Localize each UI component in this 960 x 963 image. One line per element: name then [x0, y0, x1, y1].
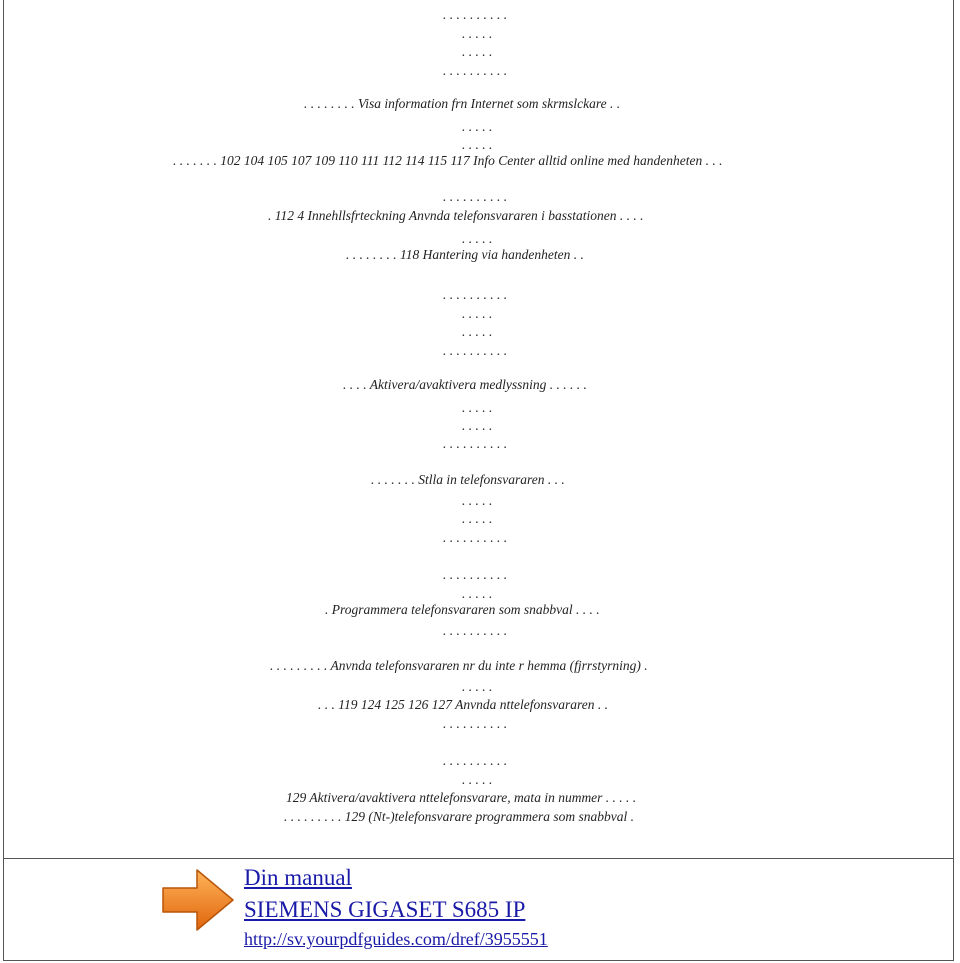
toc-line: . . . . . . . . . .: [443, 63, 508, 78]
toc-line: . . . . . . . . Visa information frn Internet som skrmslckare . .: [304, 96, 621, 111]
toc-line: . . . 119 124 125 126 127 Anvnda nttelefonsvararen . .: [318, 697, 608, 712]
product-link[interactable]: SIEMENS GIGASET S685 IP: [244, 897, 526, 922]
toc-line: . . . . . . . . . .: [443, 753, 508, 768]
toc-line: . . . . .: [462, 400, 493, 415]
toc-line: . . . . . . . . . .: [443, 343, 508, 358]
toc-line: . . . . .: [462, 44, 493, 59]
toc-line: . . . . .: [462, 324, 493, 339]
toc-line: . 112 4 Innehllsfrteckning Anvnda telefonsvararen i basstationen . . . .: [268, 208, 644, 223]
toc-line: . . . . .: [462, 137, 493, 152]
toc-line: . . . . . . . . . .: [443, 567, 508, 582]
toc-line: . . . . .: [462, 772, 493, 787]
toc-line: . . . . . . . . . .: [443, 716, 508, 731]
toc-line: . . . . .: [462, 418, 493, 433]
toc-line: . . . . .: [462, 586, 493, 601]
toc-line: . . . . . . . . . Anvnda telefonsvararen nr du inte r hemma (fjrrstyrning) .: [270, 658, 648, 673]
arrow-icon: [159, 864, 237, 934]
toc-line: . . . . . . . . . 129 (Nt-)telefonsvarare programmera som snabbval .: [284, 809, 634, 824]
toc-line: . . . . .: [462, 493, 493, 508]
toc-line: . . . . . . . . . .: [443, 7, 508, 22]
toc-line: . Programmera telefonsvararen som snabbval . . . .: [325, 602, 600, 617]
toc-line: . . . . .: [462, 511, 493, 526]
frame-left-border: [3, 0, 4, 858]
toc-line: . . . . Aktivera/avaktivera medlyssning . . . . . .: [343, 377, 587, 392]
toc-line: . . . . . . . Stlla in telefonsvararen . . .: [371, 472, 565, 487]
url-link[interactable]: http://sv.yourpdfguides.com/dref/3955551: [244, 929, 548, 949]
toc-line: . . . . .: [462, 119, 493, 134]
toc-line: . . . . . . . . . .: [443, 530, 508, 545]
footer-banner: [3, 858, 954, 961]
toc-line: . . . . . . . . . .: [443, 436, 508, 451]
toc-line: . . . . . . . . . .: [443, 623, 508, 638]
manual-link[interactable]: Din manual: [244, 865, 352, 890]
toc-line: . . . . . . . . . .: [443, 287, 508, 302]
toc-line: 129 Aktivera/avaktivera nttelefonsvarare, mata in nummer . . . . .: [286, 790, 637, 805]
toc-line: . . . . .: [462, 26, 493, 41]
toc-line: . . . . . . . . . .: [443, 189, 508, 204]
toc-line: . . . . .: [462, 679, 493, 694]
toc-line: . . . . .: [462, 231, 493, 246]
frame-right-border: [953, 0, 954, 858]
toc-line: . . . . . . . 102 104 105 107 109 110 111 112 114 115 117 Info Center alltid online med handenheten . . .: [173, 153, 723, 168]
toc-line: . . . . .: [462, 306, 493, 321]
toc-line: . . . . . . . . 118 Hantering via handenheten . .: [346, 247, 584, 262]
